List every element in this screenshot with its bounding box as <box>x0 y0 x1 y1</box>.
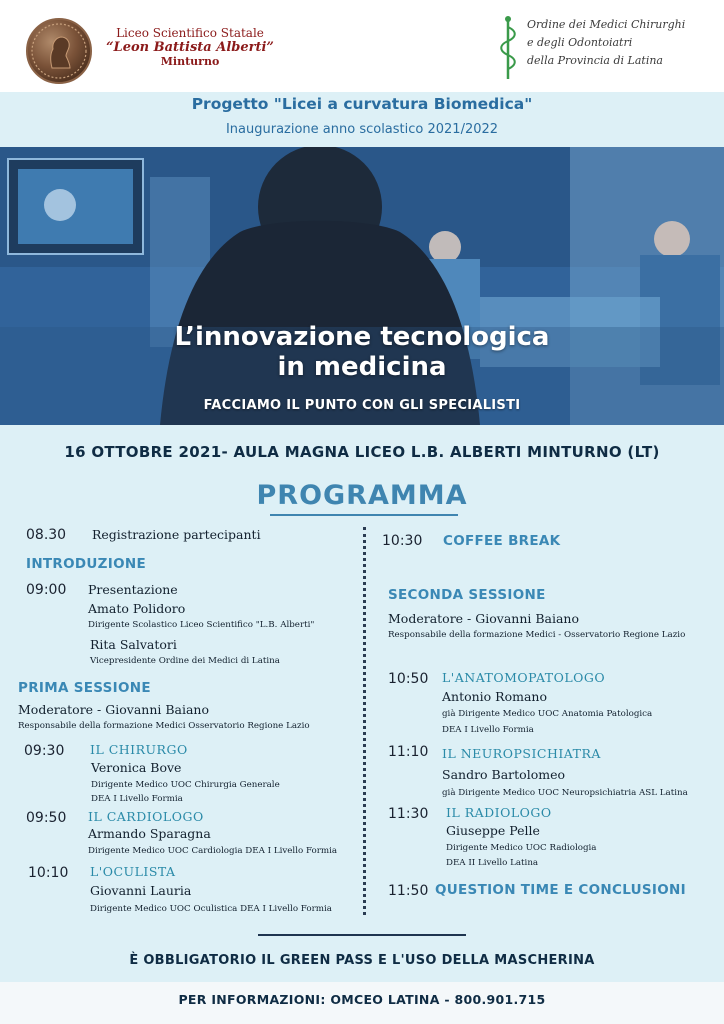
role-anatomopatologo: L'ANATOMOPATOLOGO <box>442 670 606 685</box>
banner-photo <box>0 147 724 425</box>
banner-title-line-1: L’innovazione tecnologica <box>174 322 550 352</box>
moderatore-right-desc: Responsabile della formazione Medici - Osservatorio Regione Lazio <box>388 630 686 640</box>
registrazione-text: Registrazione partecipanti <box>92 527 261 542</box>
school-line-2: “Leon Battista Alberti” <box>106 40 274 55</box>
speaker-desc-bove-2: DEA I Livello Formia <box>91 794 183 804</box>
presentazione-text: Presentazione <box>88 582 178 597</box>
banner-title <box>0 322 724 382</box>
speaker-desc-romano-2: DEA I Livello Formia <box>442 725 534 735</box>
event-date-location: 16 OTTOBRE 2021- AULA MAGNA LICEO L.B. ALBERTI MINTURNO (LT) <box>64 443 660 461</box>
banner-subtitle: FACCIAMO IL PUNTO CON GLI SPECIALISTI <box>203 398 521 413</box>
moderatore-left-desc: Responsabile della formazione Medici Osservatorio Regione Lazio <box>18 721 310 731</box>
time-1050: 10:50 <box>388 671 429 687</box>
time-0930: 09:30 <box>24 743 65 759</box>
time-1150: 11:50 <box>388 883 429 899</box>
time-1130: 11:30 <box>388 806 429 822</box>
time-1110: 11:10 <box>388 744 429 760</box>
speaker-name-bartolomeo: Sandro Bartolomeo <box>442 767 566 782</box>
inauguration-subtitle: Inaugurazione anno scolastico 2021/2022 <box>225 122 499 137</box>
school-medal-logo <box>26 18 92 84</box>
moderatore-left: Moderatore - Giovanni Baiano <box>18 702 210 717</box>
role-radiologo: IL RADIOLOGO <box>446 805 552 820</box>
time-1010: 10:10 <box>28 865 69 881</box>
speaker-name-rita: Rita Salvatori <box>90 637 177 652</box>
time-0900: 09:00 <box>26 582 67 598</box>
speaker-desc-bove-1: Dirigente Medico UOC Chirurgia Generale <box>91 780 280 790</box>
speaker-name-amato: Amato Polidoro <box>88 601 186 616</box>
prima-sessione-heading: PRIMA SESSIONE <box>18 680 151 696</box>
school-name <box>100 26 280 68</box>
role-oculista: L'OCULISTA <box>90 864 176 879</box>
role-cardiologo: IL CARDIOLOGO <box>88 809 204 824</box>
speaker-name-bove: Veronica Bove <box>91 760 182 775</box>
column-divider <box>363 527 366 915</box>
role-chirurgo: IL CHIRURGO <box>90 742 188 757</box>
seconda-sessione-heading: SECONDA SESSIONE <box>388 587 546 603</box>
speaker-name-romano: Antonio Romano <box>442 689 547 704</box>
medical-order-name <box>527 16 707 70</box>
speaker-desc-pelle-2: DEA II Livello Latina <box>446 858 539 868</box>
speaker-desc-rita: Vicepresidente Ordine dei Medici di Latina <box>90 656 280 666</box>
bottom-rule <box>258 934 466 936</box>
introduzione-heading: INTRODUZIONE <box>26 556 146 572</box>
coffee-break: COFFEE BREAK <box>443 533 561 549</box>
banner-title-line-2: in medicina <box>277 352 447 382</box>
contact-info: PER INFORMAZIONI: OMCEO LATINA - 800.901.715 <box>178 992 546 1007</box>
time-0830: 08.30 <box>26 527 67 543</box>
role-neuropsichiatra: IL NEUROPSICHIATRA <box>442 746 601 761</box>
question-time: QUESTION TIME E CONCLUSIONI <box>435 882 686 898</box>
speaker-name-lauria: Giovanni Lauria <box>90 883 192 898</box>
project-title: Progetto "Licei a curvatura Biomedica" <box>191 95 533 113</box>
green-pass-notice: È OBBLIGATORIO IL GREEN PASS E L'USO DELLA MASCHERINA <box>129 953 595 968</box>
order-line-2: e degli Odontoiatri <box>527 36 633 49</box>
speaker-desc-sparagna: Dirigente Medico UOC Cardiologia DEA I Livello Formia <box>88 846 338 856</box>
time-1030: 10:30 <box>382 533 423 549</box>
speaker-desc-amato: Dirigente Scolastico Liceo Scientifico "L.B. Alberti" <box>88 620 315 630</box>
school-line-3: Minturno <box>160 55 220 68</box>
order-line-1: Ordine dei Medici Chirurghi <box>527 18 686 31</box>
speaker-name-sparagna: Armando Sparagna <box>88 826 211 841</box>
programma-underline <box>270 514 458 516</box>
speaker-desc-bartolomeo: già Dirigente Medico UOC Neuropsichiatria ASL Latina <box>442 788 688 798</box>
speaker-desc-lauria: Dirigente Medico UOC Oculistica DEA I Livello Formia <box>90 904 332 914</box>
moderatore-right: Moderatore - Giovanni Baiano <box>388 611 580 626</box>
caduceus-icon <box>497 15 519 81</box>
order-line-3: della Provincia di Latina <box>527 54 663 67</box>
speaker-desc-pelle-1: Dirigente Medico UOC Radiologia <box>446 843 597 853</box>
speaker-desc-romano-1: già Dirigente Medico UOC Anatomia Patologica <box>442 709 653 719</box>
time-0950: 09:50 <box>26 810 67 826</box>
school-line-1: Liceo Scientifico Statale <box>116 26 264 40</box>
speaker-name-pelle: Giuseppe Pelle <box>446 823 540 838</box>
programma-heading: PROGRAMMA <box>256 480 468 511</box>
